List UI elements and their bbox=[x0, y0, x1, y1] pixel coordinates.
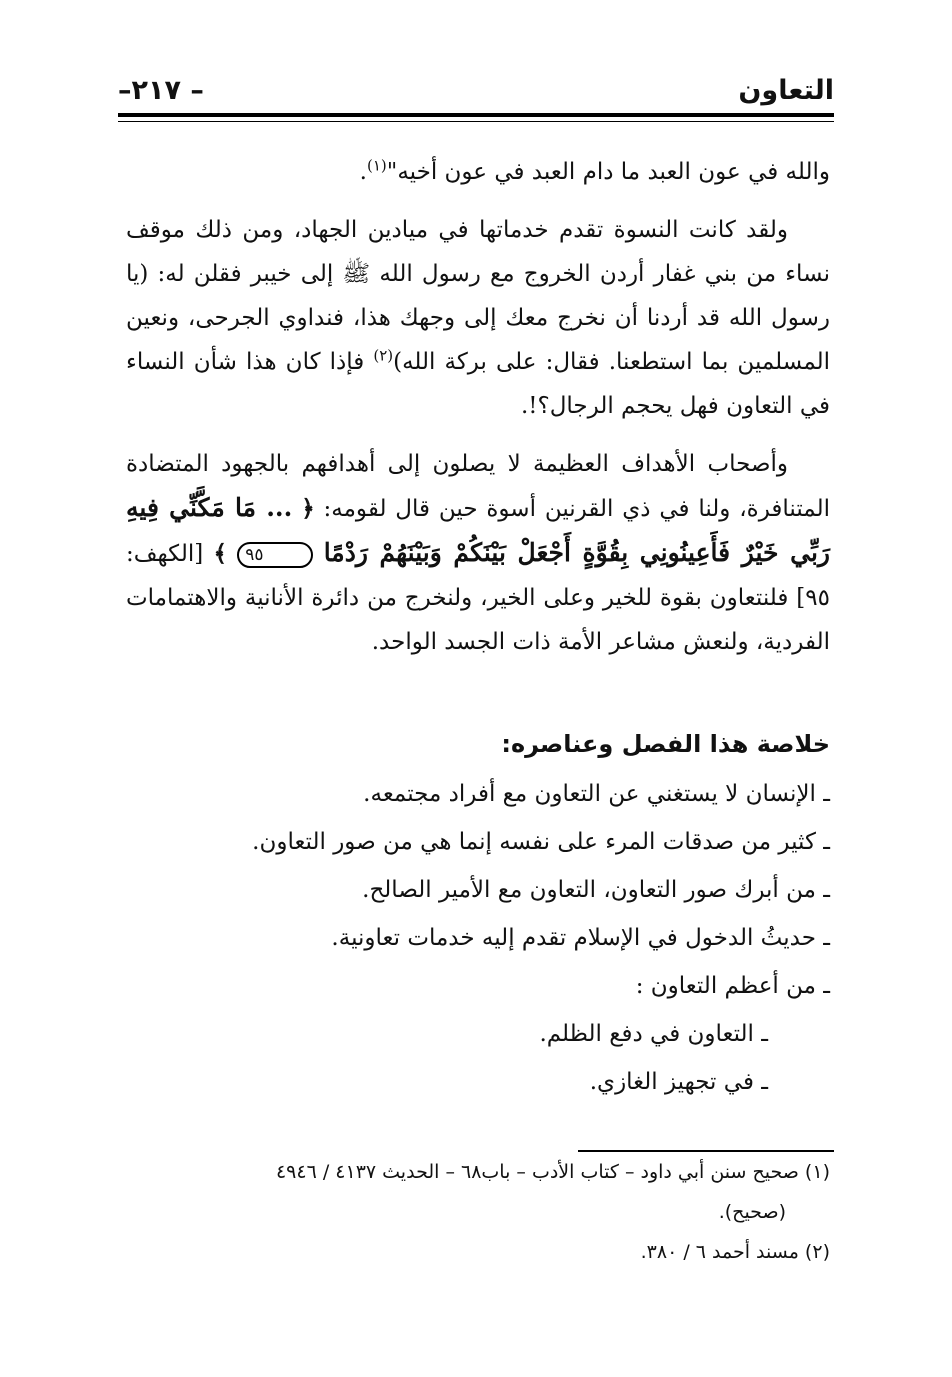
summary-item: ـ حديثُ الدخول في الإسلام تقدم إليه خدمات تعاونية. bbox=[331, 925, 830, 951]
summary-item: ـ كثير من صدقات المرء على نفسه إنما هي من صور التعاون. bbox=[252, 829, 830, 855]
page-header bbox=[118, 70, 834, 110]
footnote-ref-1[interactable]: (١) bbox=[366, 156, 387, 175]
footnote-1: (١) صحيح سنن أبي داود – كتاب الأدب – باب٦٨ – الحديث ٤١٣٧ / ٤٩٤٦ bbox=[275, 1161, 830, 1183]
main-text bbox=[126, 150, 830, 678]
footnote-2: (٢) مسند أحمد ٦ / ٣٨٠. bbox=[640, 1241, 830, 1263]
verse-open-bracket: ﴿ bbox=[301, 495, 315, 522]
paragraph-1: والله في عون العبد ما دام العبد في عون أخيه"$^{(١)}$. bbox=[359, 156, 830, 185]
summary-item: ـ الإنسان لا يستغني عن التعاون مع أفراد مجتمعه. bbox=[363, 781, 830, 807]
summary-item: ـ من أبرك صور التعاون، التعاون مع الأمير الصالح. bbox=[362, 877, 830, 903]
summary-item: ـ من أعظم التعاون : bbox=[635, 973, 830, 999]
footnote-1-continuation: (صحيح). bbox=[718, 1201, 786, 1223]
footnotes bbox=[118, 1152, 830, 1272]
footnote-ref-2[interactable]: (٢) bbox=[373, 346, 394, 365]
quran-verse: ... مَا مَكَّنِّي فِيهِ رَبِّي خَيْرٌ فَأَعِينُونِي بِقُوَّةٍ أَجْعَلْ بَيْنَكُمْ وَبَيْنَهُمْ رَدْمًا bbox=[126, 493, 830, 567]
running-title: التعاون bbox=[738, 74, 834, 106]
summary-title: خلاصة هذا الفصل وعناصره: bbox=[501, 730, 830, 758]
paragraph-3: وأصحاب الأهداف العظيمة لا يصلون إلى أهدافهم بالجهود المتضادة المتنافرة، ولنا في ذي القرنين أسوة حين قال لقومه: ﴿ ... مَا مَكَّنِّي فِيهِ رَبِّي خَيْرٌ فَأَعِينُونِي بِقُوَّةٍ أَجْعَلْ بَيْنَكُمْ وَبَيْنَهُمْ رَدْمًا ٩٥ ﴾ [الكهف: ٩٥] فلنتعاون بقوة للخير وعلى الخير، ولنخرج من دائرة الأنانية والاهتمامات الفردية، ولنعش مشاعر الأمة ذات الجسد الواحد. bbox=[126, 451, 831, 655]
header-rule bbox=[118, 113, 834, 117]
paragraph-2: ولقد كانت النسوة تقدم خدماتها في ميادين الجهاد، ومن ذلك موقف نساء من بني غفار أردن الخروج مع رسول الله ﷺ إلى خيبر فقلن له: (يا رسول الله قد أردنا أن نخرج معك إلى وجهك هذا، فنداوي الجرحى، ونعين المسلمين بما استطعنا. فقال: على بركة الله)$^{(٢)}$ فإذا كان هذا شأن النساء في التعاون فهل يحجم الرجال؟!. bbox=[126, 217, 831, 419]
summary-list bbox=[126, 770, 830, 1106]
summary-sub-item: ـ في تجهيز الغازي. bbox=[589, 1069, 768, 1095]
verse-close-bracket: ﴾ bbox=[213, 540, 227, 567]
verse-number-badge: ٩٥ bbox=[237, 542, 313, 568]
page-number: – ٢١٧– bbox=[118, 74, 204, 106]
summary-sub-item: ـ التعاون في دفع الظلم. bbox=[539, 1021, 768, 1047]
header-rule-thin bbox=[118, 121, 834, 122]
